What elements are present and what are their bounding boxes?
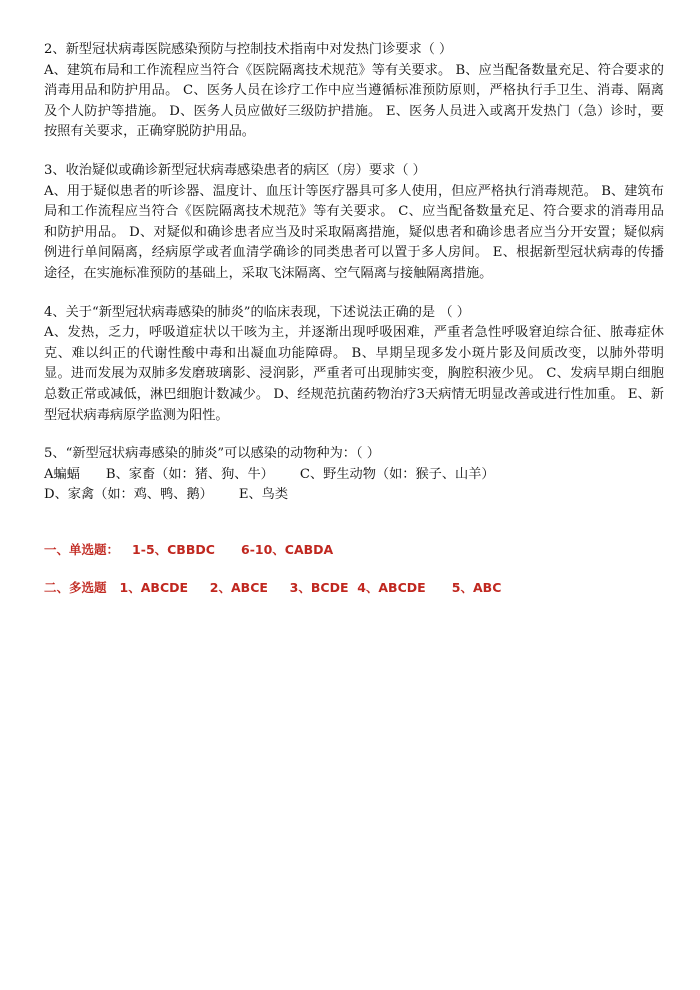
question-stem: 4、关于“新型冠状病毒感染的肺炎”的临床表现，下述说法正确的是 （ ）	[44, 304, 470, 320]
answer-multiple-choice: 二、多选题 1、ABCDE 2、ABCE 3、BCDE 4、ABCDE 5、ABC	[44, 580, 502, 595]
question-2	[44, 40, 664, 143]
question-options: A、建筑布局和工作流程应当符合《医院隔离技术规范》等有关要求。 B、应当配备数量充足、符合要求的消毒用品和防护用品。 C、医务人员在诊疗工作中应当遵循标准预防原则，严格执行手卫生、消毒、隔离及个人防护等措施。 D、医务人员应做好三级防护措施。 E、医务人员进入或离开发热门（急）诊时，要按照有关要求，正确穿脱防护用品。	[44, 62, 664, 140]
answer-single-choice: 一、单选题： 1-5、CBBDC 6-10、CABDA	[44, 542, 334, 557]
question-options: A、用于疑似患者的听诊器、温度计、血压计等医疗器具可多人使用，但应严格执行消毒规范。 B、建筑布局和工作流程应当符合《医院隔离技术规范》等有关要求。 C、应当配备数量充足、符合要求的消毒用品和防护用品。 D、对疑似和确诊患者应当及时采取隔离措施，疑似患者和确诊患者应当分开安置；疑似病例进行单间隔离，经病原学或者血清学确诊的同类患者可以置于多人房间。 E、根据新型冠状病毒的传播途径，在实施标准预防的基础上，采取飞沫隔离、空气隔离与接触隔离措施。	[44, 183, 664, 281]
question-stem: 2、新型冠状病毒医院感染预防与控制技术指南中对发热门诊要求（ ）	[44, 42, 453, 57]
question-stem: 5、“新型冠状病毒感染的肺炎”可以感染的动物种为：（ ）	[44, 446, 380, 462]
question-stem: 3、收治疑似或确诊新型冠状病毒感染患者的病区（房）要求（ ）	[44, 162, 426, 178]
answer-key	[44, 540, 664, 616]
option-c: C、野生动物（如：猴子、山羊）	[299, 466, 495, 482]
option-a: A蝙蝠	[44, 466, 80, 482]
question-5	[44, 444, 664, 506]
option-e: E、鸟类	[238, 487, 289, 503]
question-options: A、发热，乏力，呼吸道症状以干咳为主，并逐渐出现呼吸困难，严重者急性呼吸窘迫综合征、脓毒症休克、难以纠正的代谢性酸中毒和出凝血功能障碍。 B、早期呈现多发小斑片影及间质改变，以肺外带明显。进而发展为双肺多发磨玻璃影、浸润影，严重者可出现肺实变，胸腔积液少见。 C、发病早期白细胞总数正常或减低，淋巴细胞计数减少。 D、经规范抗菌药物治疗3天病情无明显改善或进行性加重。 E、新型冠状病毒病原学监测为阳性。	[44, 325, 664, 423]
question-3	[44, 161, 664, 285]
question-options	[44, 465, 664, 506]
option-b: B、家畜（如：猪、狗、牛）	[105, 466, 274, 482]
option-d: D、家禽（如：鸡、鸭、鹅）	[44, 487, 213, 503]
question-4	[44, 303, 664, 427]
